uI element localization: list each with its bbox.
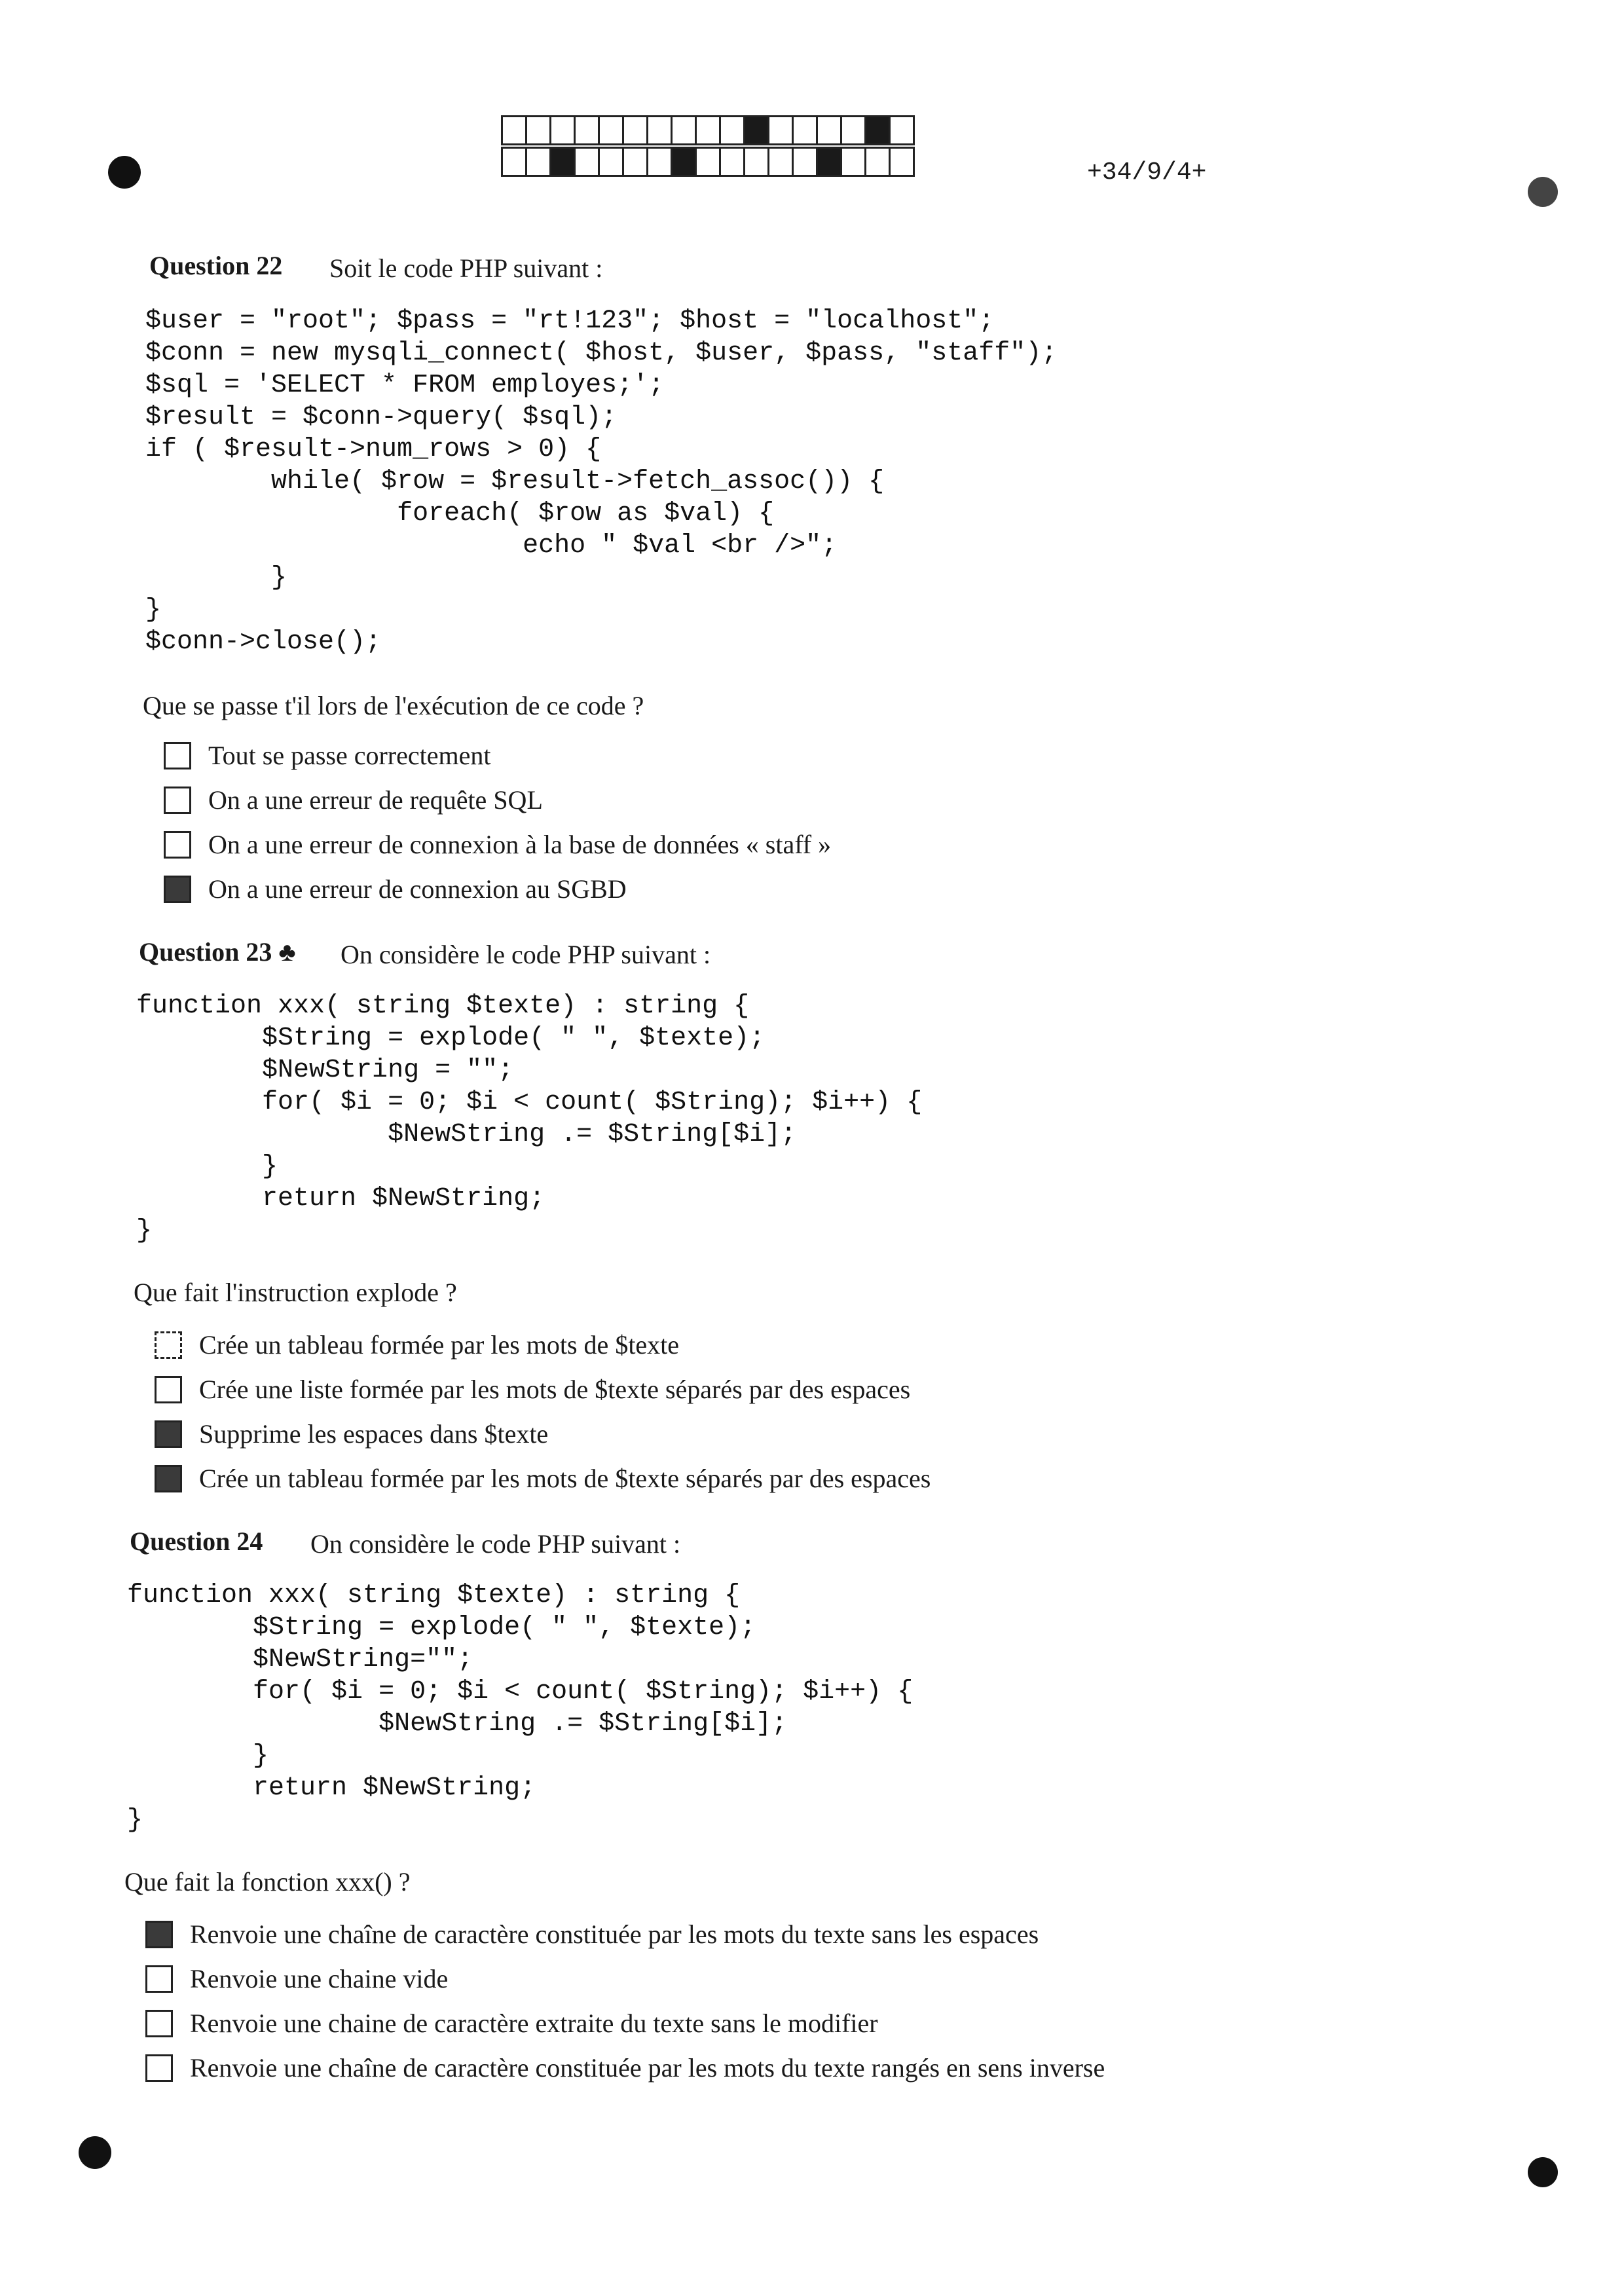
barcode-cell [622,115,648,145]
page-id: +34/9/4+ [1087,158,1207,187]
barcode-cell [792,147,818,177]
question-24-title: On considère le code PHP suivant : [310,1529,681,1559]
question-24-prompt: Que fait la fonction xxx() ? [124,1867,411,1897]
question-24-checkbox-2[interactable] [145,1965,173,1993]
barcode-cell [501,115,527,145]
question-24-option-1-label: Renvoie une chaîne de caractère constituée par les mots du texte sans les espaces [190,1919,1039,1949]
barcode-cell [889,115,915,145]
question-24-id: Question 24 [130,1527,263,1556]
question-22-option-3-label: On a une erreur de connexion à la base de données « staff » [208,830,832,859]
barcode-cell [598,147,624,177]
question-23-option-3-label: Supprime les espaces dans $texte [199,1419,549,1449]
barcode-cell [525,115,551,145]
question-22-option-1[interactable] [164,740,490,771]
question-23-prompt: Que fait l'instruction explode ? [134,1278,457,1307]
question-22-title: Soit le code PHP suivant : [329,253,603,283]
barcode-cell [889,147,915,177]
question-22-option-3[interactable] [164,829,831,860]
question-23-checkbox-4[interactable] [155,1465,182,1492]
barcode-cell [792,115,818,145]
question-24-option-1[interactable] [145,1919,1039,1950]
barcode-cell [767,115,794,145]
question-23-option-2-label: Crée une liste formée par les mots de $texte séparés par des espaces [199,1375,911,1404]
question-23-title: On considère le code PHP suivant : [341,940,711,969]
question-23-checkbox-2[interactable] [155,1376,182,1403]
barcode-cell [646,147,673,177]
barcode-cell [671,147,697,177]
barcode-cell [743,147,769,177]
barcode-cell [864,115,891,145]
barcode-cell [671,115,697,145]
question-22-checkbox-2[interactable] [164,787,191,814]
barcode-cell [574,115,600,145]
registration-dot-top-left [108,156,141,189]
question-22-option-4[interactable] [164,874,627,904]
question-22-code: $user = "root"; $pass = "rt!123"; $host = "localhost"; $conn = new mysqli_connect( $host, $user, $pass, "staff"); $sql = 'SELECT * FROM employes;'; $result = $conn->query( $sql); if ( $result->num_rows > 0) { while( $row = $result->fetch_assoc()) { foreach( $row as $val) { echo " $val <br />"; } } $conn->close(); [145,306,1058,657]
question-24-checkbox-1[interactable] [145,1921,173,1948]
barcode-cell [646,115,673,145]
question-22-option-2[interactable] [164,785,543,815]
registration-dot-bottom-left [79,2136,111,2169]
question-24-checkbox-3[interactable] [145,2010,173,2037]
barcode-cell [574,147,600,177]
barcode-cell [525,147,551,177]
registration-dot-bottom-right [1528,2157,1558,2187]
question-23-option-2[interactable] [155,1374,910,1405]
question-22-prompt: Que se passe t'il lors de l'exécution de ce code ? [143,691,644,720]
question-23-id: Question 23 ♣ [139,937,296,967]
question-22-checkbox-1[interactable] [164,742,191,769]
question-22-id: Question 22 [149,251,283,280]
question-22-option-4-label: On a une erreur de connexion au SGBD [208,874,627,904]
barcode-cell [549,147,576,177]
barcode-cell [501,147,527,177]
question-23-option-1[interactable] [155,1329,679,1360]
barcode-cell [743,115,769,145]
question-24-option-3[interactable] [145,2008,878,2039]
question-22-option-2-label: On a une erreur de requête SQL [208,785,543,815]
question-24-option-2-label: Renvoie une chaine vide [190,1964,449,1993]
question-24-option-3-label: Renvoie une chaine de caractère extraite du texte sans le modifier [190,2009,878,2038]
barcode-row-1 [503,115,915,145]
question-23-code: function xxx( string $texte) : string { $String = explode( " ", $texte); $NewString = ""; for( $i = 0; $i < count( $String); $i++) { $NewString .= $String[$i]; } return $NewString; } [136,991,923,1246]
question-23-checkbox-3[interactable] [155,1420,182,1448]
question-22-checkbox-4[interactable] [164,876,191,903]
question-23-option-4[interactable] [155,1463,931,1494]
question-24-option-2[interactable] [145,1963,448,1994]
barcode-cell [695,115,721,145]
barcode-row-2 [503,147,915,177]
barcode-cell [840,115,866,145]
question-23-option-4-label: Crée un tableau formée par les mots de $texte séparés par des espaces [199,1464,931,1493]
question-24-option-4-label: Renvoie une chaîne de caractère constituée par les mots du texte rangés en sens inverse [190,2053,1105,2083]
barcode-cell [816,147,842,177]
barcode-cell [549,115,576,145]
barcode-cell [816,115,842,145]
barcode-cell [864,147,891,177]
barcode-cell [622,147,648,177]
question-24-option-4[interactable] [145,2052,1105,2083]
question-24-checkbox-4[interactable] [145,2054,173,2082]
barcode-cell [840,147,866,177]
barcode-cell [719,115,745,145]
question-23-checkbox-1[interactable] [155,1331,182,1359]
registration-dot-top-right [1528,177,1558,207]
barcode-cell [598,115,624,145]
question-23-option-3[interactable] [155,1418,548,1449]
question-22-checkbox-3[interactable] [164,831,191,859]
question-23-option-1-label: Crée un tableau formée par les mots de $texte [199,1330,680,1360]
question-22-option-1-label: Tout se passe correctement [208,741,491,770]
barcode-cell [719,147,745,177]
barcode-cell [695,147,721,177]
question-24-code: function xxx( string $texte) : string { $String = explode( " ", $texte); $NewString=""; for( $i = 0; $i < count( $String); $i++) { $NewString .= $String[$i]; } return $NewString; } [127,1581,913,1835]
barcode-cell [767,147,794,177]
